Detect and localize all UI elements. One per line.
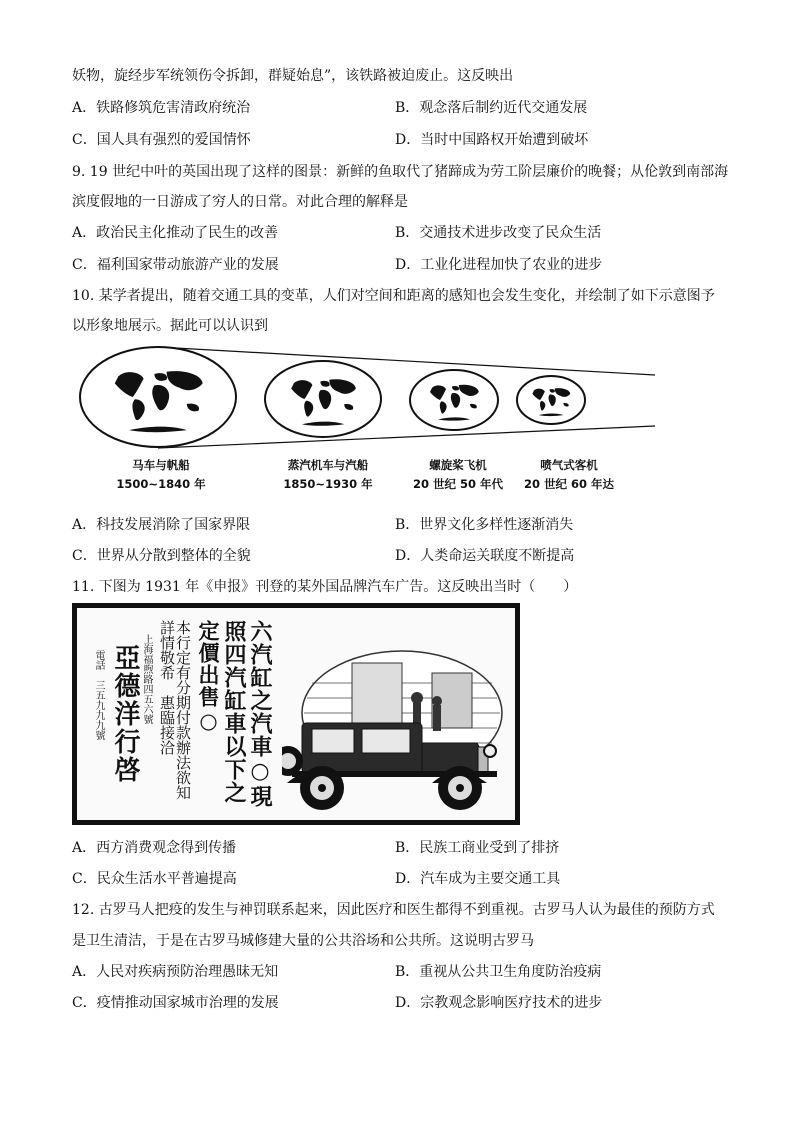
q8-option-d[interactable]: D．当时中国路权开始遭到破坏	[395, 132, 589, 148]
ad-text-col5: 詳情敬希 惠臨接洽	[158, 620, 176, 755]
q11-option-d[interactable]: D．汽车成为主要交通工具	[395, 871, 561, 887]
q9-stem-line1: 9. 19 世纪中叶的英国出现了这样的图景：新鲜的鱼取代了猪蹄成为劳工阶层廉价的晚餐；从伦敦到南部海	[72, 164, 729, 180]
caption-propeller-period: 20 世纪 50 年代	[412, 477, 504, 491]
ad-address: 上海福煦路四五六號	[141, 634, 152, 724]
q12-option-d[interactable]: D．宗教观念影响医疗技术的进步	[395, 995, 603, 1011]
ad-text-col4: 本行定有分期付款辦法欲知	[174, 620, 192, 800]
q11-stem: 11. 下图为 1931 年《申报》刊登的某外国品牌汽车广告。这反映出当时（ ）	[72, 579, 578, 595]
q10-stem-line2: 以形象地展示。据此可以认识到	[72, 318, 268, 334]
caption-steam-period: 1850~1930 年	[283, 477, 373, 491]
ad-brand: 亞德洋行啓	[110, 644, 140, 784]
car-advertisement	[72, 603, 520, 825]
caption-steam: 蒸汽机车与汽船	[287, 458, 369, 472]
q9-option-c[interactable]: C．福利国家带动旅游产业的发展	[72, 257, 279, 273]
shrinking-world-figure	[78, 345, 718, 495]
ad-phone: 電話 三五九九九號	[93, 650, 104, 740]
q8-option-b[interactable]: B．观念落后制约近代交通发展	[395, 100, 588, 116]
ad-text-col1: 六汽缸之汽車○現	[247, 620, 273, 808]
q11-option-a[interactable]: A．西方消费观念得到传播	[72, 840, 237, 856]
ad-text-col3: 定價出售○	[196, 620, 221, 734]
caption-horse-sail-period: 1500~1840 年	[116, 477, 206, 491]
q8-option-a[interactable]: A．铁路修筑危害清政府统治	[72, 100, 251, 116]
q11-option-c[interactable]: C．民众生活水平普遍提高	[72, 871, 237, 887]
q9-option-b[interactable]: B．交通技术进步改变了民众生活	[395, 225, 602, 241]
vintage-car-illustration	[282, 643, 517, 818]
q12-stem-line1: 12. 古罗马人把疫的发生与神罚联系起来，因此医疗和医生都得不到重视。古罗马人认为最佳的预防方式	[72, 902, 715, 918]
q12-option-b[interactable]: B．重视从公共卫生角度防治疫病	[395, 964, 602, 980]
q9-stem-line2: 滨度假地的一日游成了穷人的日常。对此合理的解释是	[72, 194, 408, 210]
q9-option-a[interactable]: A．政治民主化推动了民生的改善	[72, 225, 279, 241]
q12-option-a[interactable]: A．人民对疾病预防治理愚昧无知	[72, 964, 279, 980]
q10-option-b[interactable]: B．世界文化多样性逐渐消失	[395, 517, 574, 533]
q10-option-a[interactable]: A．科技发展消除了国家界限	[72, 517, 251, 533]
ad-text-col2: 照四汽缸車以下之	[221, 620, 247, 804]
q8-stem-tail: 妖物，旋经步军统领伤令拆卸，群疑始息”，该铁路被迫废止。这反映出	[72, 68, 514, 84]
caption-jet: 喷气式客机	[540, 458, 598, 472]
q10-option-c[interactable]: C．世界从分散到整体的全貌	[72, 548, 251, 564]
caption-horse-sail: 马车与帆船	[132, 458, 190, 472]
caption-propeller: 螺旋桨飞机	[429, 458, 487, 472]
q9-option-d[interactable]: D．工业化进程加快了农业的进步	[395, 257, 603, 273]
q12-stem-line2: 是卫生清洁，于是在古罗马城修建大量的公共浴场和公共所。这说明古罗马	[72, 933, 534, 949]
q8-option-c[interactable]: C．国人具有强烈的爱国情怀	[72, 132, 251, 148]
shrinking-globes-diagram	[78, 345, 718, 455]
q12-option-c[interactable]: C．疫情推动国家城市治理的发展	[72, 995, 279, 1011]
q10-option-d[interactable]: D．人类命运关联度不断提高	[395, 548, 575, 564]
q10-stem-line1: 10. 某学者提出，随着交通工具的变革，人们对空间和距离的感知也会发生变化，并绘制了如下示意图予	[72, 288, 715, 304]
caption-jet-period: 20 世纪 60 年达	[523, 477, 615, 491]
q11-option-b[interactable]: B．民族工商业受到了排挤	[395, 840, 560, 856]
